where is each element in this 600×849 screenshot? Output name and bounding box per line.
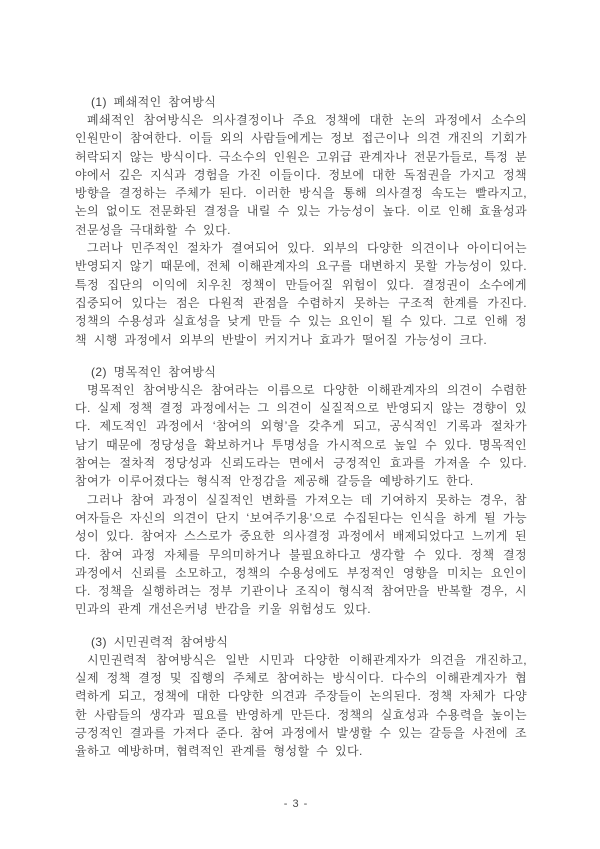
section-closed-participation (75, 93, 527, 349)
paragraph: 시민권력적 참여방식은 일반 시민과 다양한 이해관계자가 의견을 개진하고, 실제 정책 결정 및 집행의 주체로 참여하는 방식이다. 다수의 이해관계자가 협력하게 되고, 정책에 대한 다양한 의견과 주장들이 논의된다. 정책 자체가 다양한 사람들의 생각과 필요를 반영하게 만든다. 정책의 실효성과 수용력을 높이는 긍정적인 결과를 가져다 준다. 참여 과정에서 발생할 수 있는 갈등을 사전에 조율하고 예방하며, 협력적인 관계를 형성할 수 있다. (75, 652, 527, 759)
document-content (75, 93, 527, 761)
paragraph: 그러나 참여 과정이 실질적인 변화를 가져오는 데 기여하지 못하는 경우, 참여자들은 자신의 의견이 단지 ‘보여주기용’으로 수집된다는 인식을 하게 될 가능성이 있다. 참여자 스스로가 중요한 의사결정 과정에서 배제되었다고 느끼게 된다. 참여 과정 자체를 무의미하거나 불필요하다고 생각할 수 있다. 정책 결정 과정에서 신뢰를 소모하고, 정책의 수용성에도 부정적인 영향을 미치는 요인이다. 정책을 실행하려는 정부 기관이나 조직이 형식적 참여만을 반복할 경우, 시민과의 관계 개선은커녕 반감을 키울 위험성도 있다. (75, 492, 527, 617)
paragraph: 그러나 민주적인 절차가 결여되어 있다. 외부의 다양한 의견이나 아이디어는 반영되지 않기 때문에, 전체 이해관계자의 요구를 대변하지 못할 가능성이 있다. 특정 집단의 이익에 치우친 정책이 만들어질 위험이 있다. 결정권이 소수에게 집중되어 있다는 점은 다원적 관점을 수렴하지 못하는 구조적 한계를 가진다. 정책의 수용성과 실효성을 낮게 만들 수 있는 요인이 될 수 있다. 그로 인해 정책 시행 과정에서 외부의 반발이 커지거나 효과가 떨어질 가능성이 크다. (75, 241, 527, 347)
paragraph: 명목적인 참여방식은 참여라는 이름으로 다양한 이해관계자의 의견이 수렴한다. 실제 정책 결정 과정에서는 그 의견이 실질적으로 반영되지 않는 경향이 있다. 제도적인 과정에서 ‘참여의 외형’을 갖추게 되고, 공식적인 기록과 절차가 남기 때문에 정당성을 확보하거나 투명성을 가시적으로 높일 수 있다. 명목적인 참여는 절차적 정당성과 신뢰도라는 면에서 긍정적인 효과를 가져올 수 있다. 참여가 이루어졌다는 형식적 안정감을 제공해 갈등을 예방하기도 한다. (75, 382, 527, 489)
section-citizen-power-participation (75, 633, 527, 761)
page-number: - 3 - (283, 798, 309, 810)
paragraph: 폐쇄적인 참여방식은 의사결정이나 주요 정책에 대한 논의 과정에서 소수의 인원만이 참여한다. 이들 외의 사람들에게는 정보 접근이나 의견 개진의 기회가 허락되지 않는 방식이다. 극소수의 인원은 고위급 관계자나 전문가들로, 특정 분야에서 깊은 지식과 경험을 가진 이들이다. 정보에 대한 독점권을 가지고 정책 방향을 결정하는 주체가 된다. 이러한 방식을 통해 의사결정 속도는 빨라지고, 논의 없이도 전문화된 결정을 내릴 수 있는 가능성이 높다. 이로 인해 효율성과 전문성을 극대화할 수 있다. (75, 113, 527, 237)
section-nominal-participation (75, 363, 527, 619)
section-heading: (3) 시민권력적 참여방식 (91, 634, 229, 649)
section-heading: (1) 폐쇄적인 참여방식 (91, 95, 217, 109)
section-heading: (2) 명목적인 참여방식 (91, 364, 217, 379)
